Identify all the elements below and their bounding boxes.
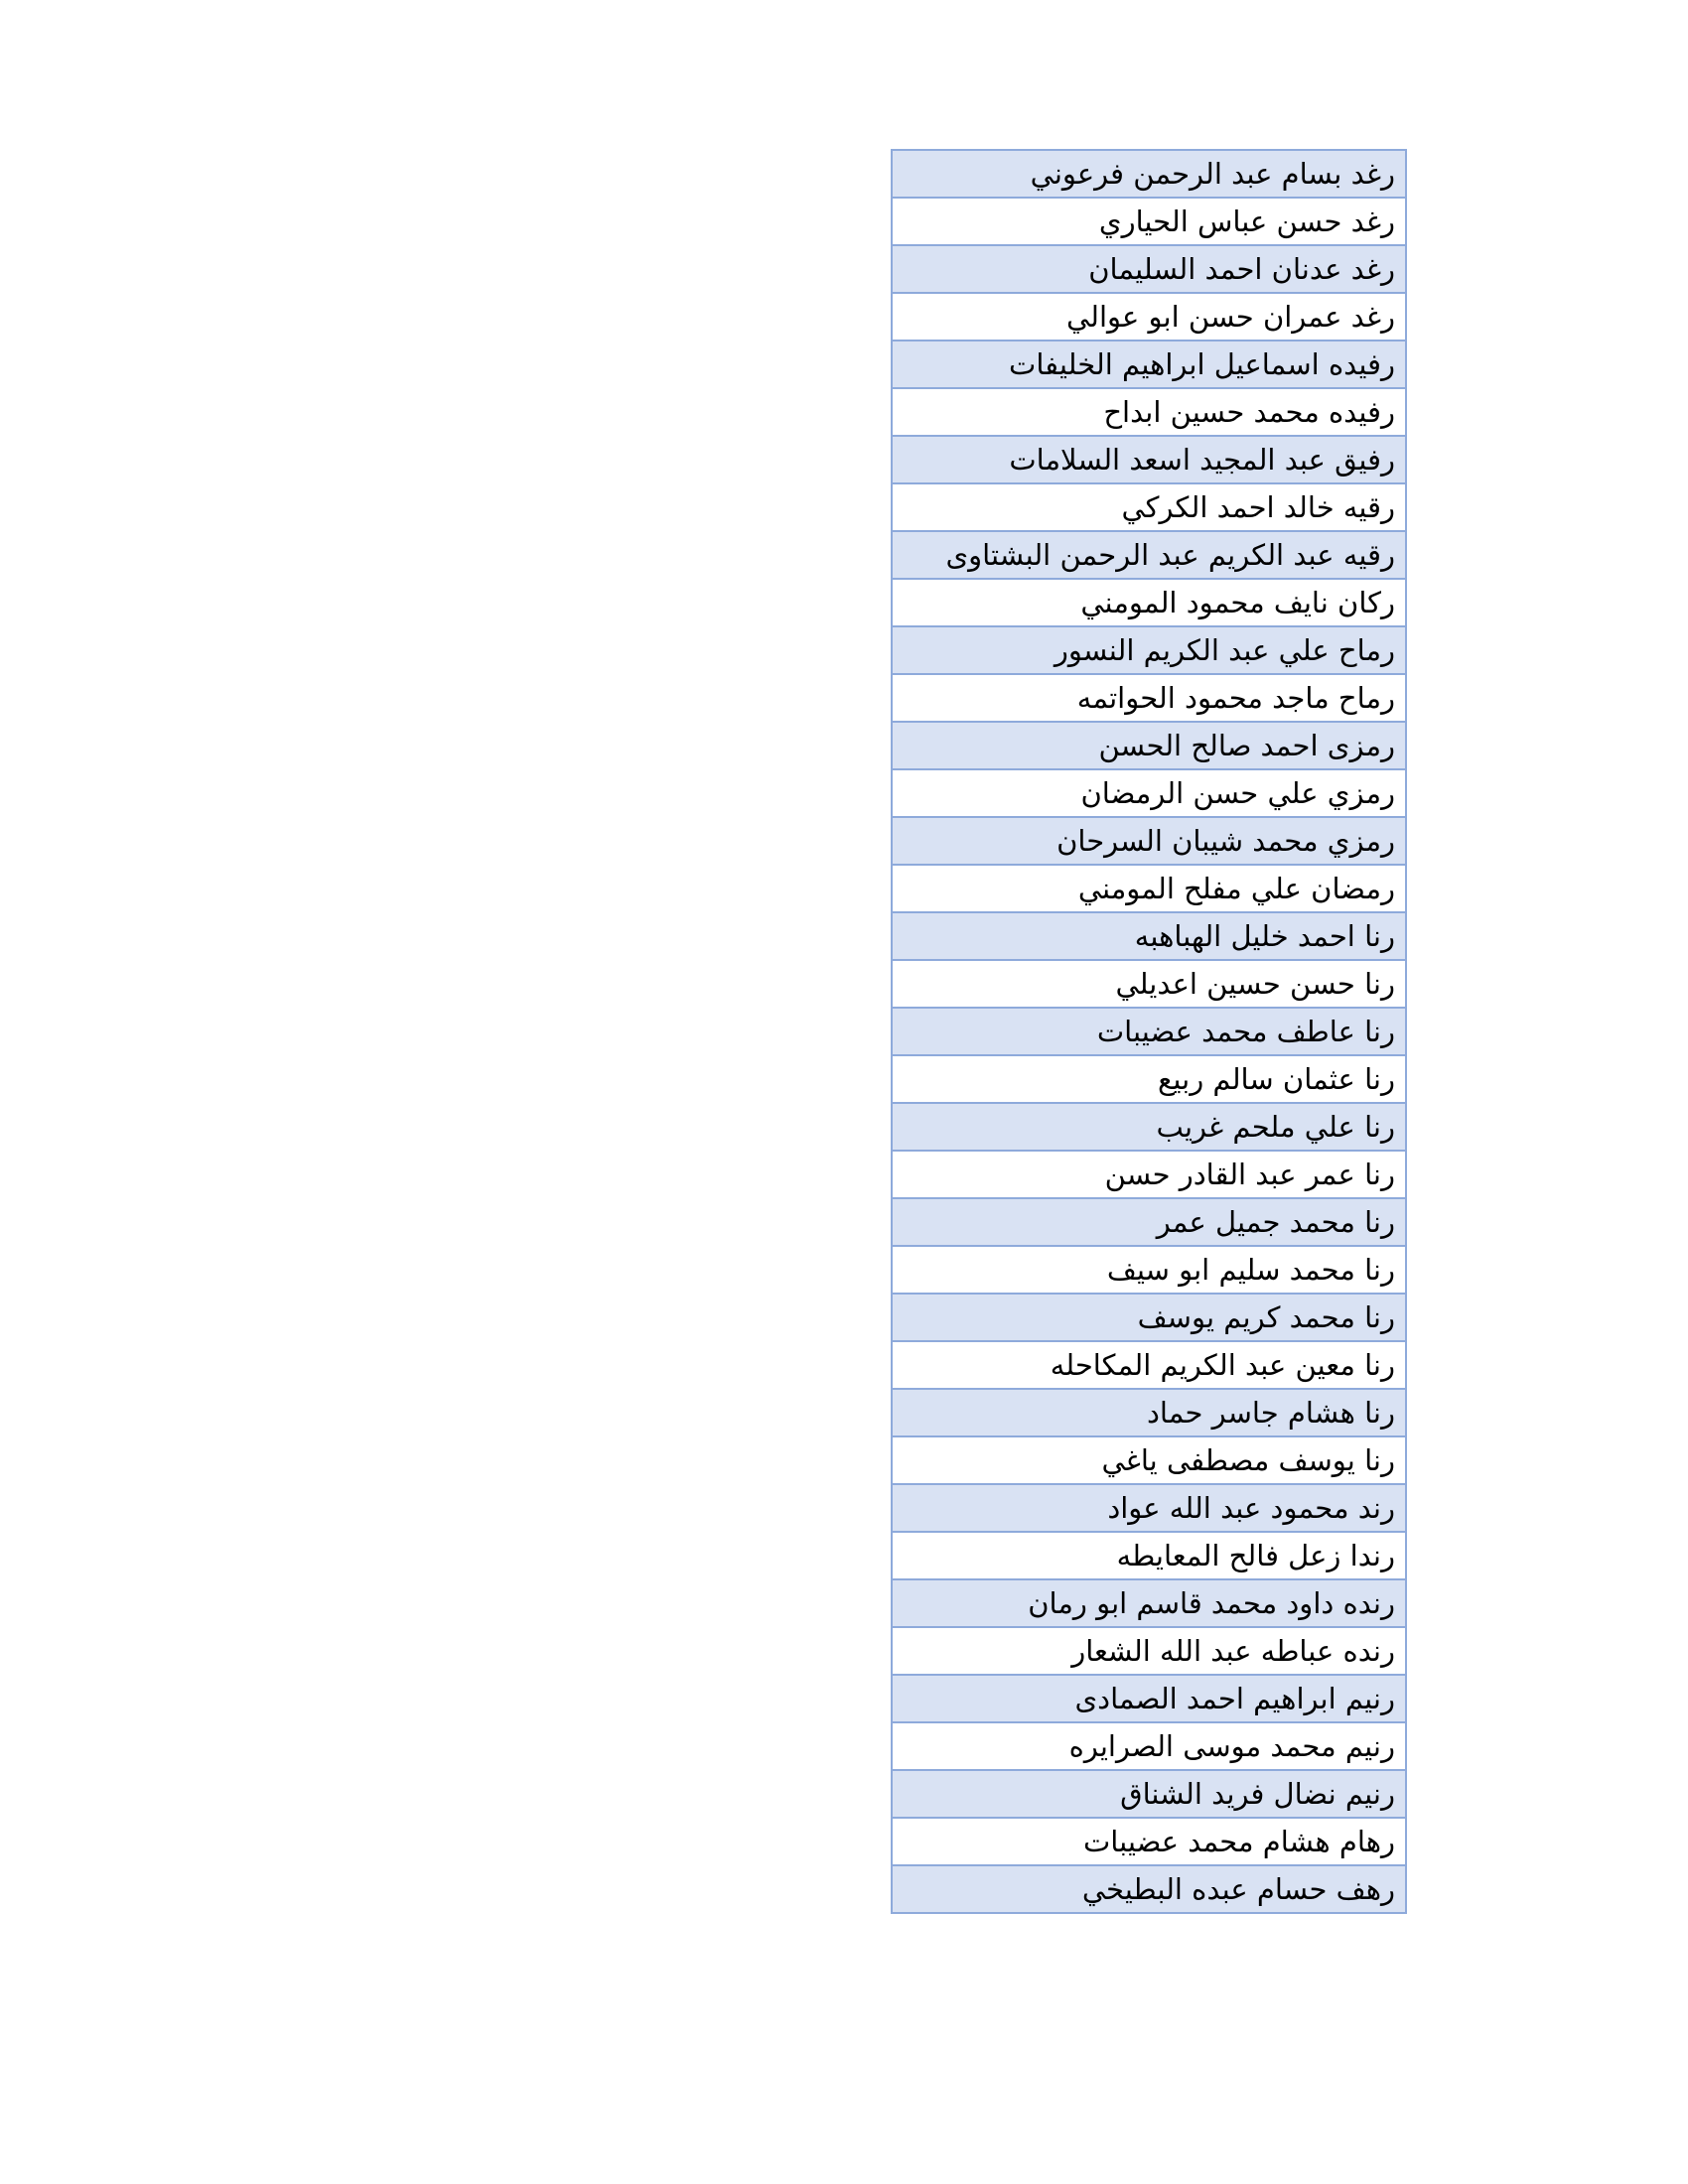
table-row <box>892 1294 1406 1341</box>
name-cell: رمضان علي مفلح المومني <box>892 865 1406 912</box>
table-row <box>892 1246 1406 1294</box>
table-row <box>892 341 1406 388</box>
name-cell: رمزى احمد صالح الحسن <box>892 722 1406 769</box>
name-cell: رنا حسن حسين اعديلي <box>892 960 1406 1008</box>
table-row <box>892 1818 1406 1865</box>
table-row <box>892 912 1406 960</box>
table-row <box>892 769 1406 817</box>
name-cell: رغد عمران حسن ابو عوالي <box>892 293 1406 341</box>
table-row <box>892 1055 1406 1103</box>
table-row <box>892 1770 1406 1818</box>
name-cell: رنا عاطف محمد عضيبات <box>892 1008 1406 1055</box>
table-row <box>892 579 1406 626</box>
table-row <box>892 1341 1406 1389</box>
name-cell: رهام هشام محمد عضيبات <box>892 1818 1406 1865</box>
names-table <box>891 149 1407 1914</box>
name-cell: رنا علي ملحم غريب <box>892 1103 1406 1151</box>
table-row <box>892 198 1406 245</box>
table-row <box>892 1532 1406 1579</box>
name-cell: رنيم محمد موسى الصرايره <box>892 1722 1406 1770</box>
table-row <box>892 722 1406 769</box>
table-row <box>892 1722 1406 1770</box>
name-cell: رفيده محمد حسين ابداح <box>892 388 1406 436</box>
name-cell: رنا هشام جاسر حماد <box>892 1389 1406 1436</box>
name-cell: رنيم نضال فريد الشناق <box>892 1770 1406 1818</box>
name-cell: رنا محمد كريم يوسف <box>892 1294 1406 1341</box>
name-cell: رفيده اسماعيل ابراهيم الخليفات <box>892 341 1406 388</box>
table-row <box>892 626 1406 674</box>
table-row <box>892 293 1406 341</box>
table-row <box>892 865 1406 912</box>
name-cell: رنا محمد سليم ابو سيف <box>892 1246 1406 1294</box>
name-cell: رنا عثمان سالم ربيع <box>892 1055 1406 1103</box>
table-row <box>892 1389 1406 1436</box>
name-cell: رغد عدنان احمد السليمان <box>892 245 1406 293</box>
name-cell: رغد بسام عبد الرحمن فرعوني <box>892 150 1406 198</box>
name-cell: رند محمود عبد الله عواد <box>892 1484 1406 1532</box>
name-cell: رنا احمد خليل الهباهبه <box>892 912 1406 960</box>
table-row <box>892 817 1406 865</box>
table-row <box>892 531 1406 579</box>
name-cell: رهف حسام عبده البطيخي <box>892 1865 1406 1913</box>
table-row <box>892 436 1406 483</box>
table-row <box>892 1436 1406 1484</box>
name-cell: رفيق عبد المجيد اسعد السلامات <box>892 436 1406 483</box>
table-row <box>892 150 1406 198</box>
names-table-body <box>892 150 1406 1913</box>
name-cell: رندا زعل فالح المعايطه <box>892 1532 1406 1579</box>
name-cell: رنا عمر عبد القادر حسن <box>892 1151 1406 1198</box>
table-row <box>892 388 1406 436</box>
name-cell: ركان نايف محمود المومني <box>892 579 1406 626</box>
table-row <box>892 1579 1406 1627</box>
name-cell: رقيه خالد احمد الكركي <box>892 483 1406 531</box>
name-cell: رغد حسن عباس الحياري <box>892 198 1406 245</box>
name-cell: رنيم ابراهيم احمد الصمادى <box>892 1675 1406 1722</box>
name-cell: رقيه عبد الكريم عبد الرحمن البشتاوى <box>892 531 1406 579</box>
table-row <box>892 1103 1406 1151</box>
name-cell: رنده داود محمد قاسم ابو رمان <box>892 1579 1406 1627</box>
table-row <box>892 674 1406 722</box>
table-row <box>892 1484 1406 1532</box>
name-cell: رنا معين عبد الكريم المكاحله <box>892 1341 1406 1389</box>
table-row <box>892 483 1406 531</box>
table-row <box>892 960 1406 1008</box>
name-cell: رنا محمد جميل عمر <box>892 1198 1406 1246</box>
name-cell: رنا يوسف مصطفى ياغي <box>892 1436 1406 1484</box>
table-row <box>892 1198 1406 1246</box>
name-cell: رماح ماجد محمود الحواتمه <box>892 674 1406 722</box>
name-cell: رمزي علي حسن الرمضان <box>892 769 1406 817</box>
table-row <box>892 1008 1406 1055</box>
table-row <box>892 245 1406 293</box>
table-row <box>892 1627 1406 1675</box>
name-cell: رماح علي عبد الكريم النسور <box>892 626 1406 674</box>
table-row <box>892 1865 1406 1913</box>
table-row <box>892 1151 1406 1198</box>
name-cell: رمزي محمد شيبان السرحان <box>892 817 1406 865</box>
table-row <box>892 1675 1406 1722</box>
name-cell: رنده عباطه عبد الله الشعار <box>892 1627 1406 1675</box>
